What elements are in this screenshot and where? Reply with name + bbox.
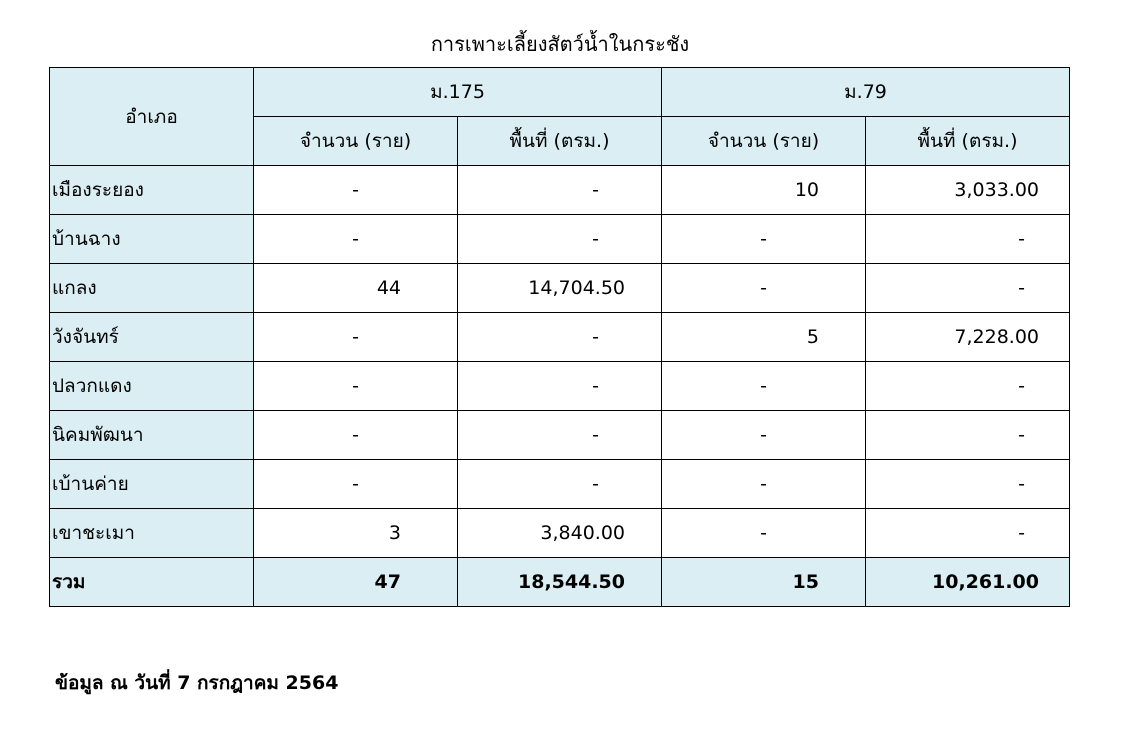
cell-count-m79: - xyxy=(662,509,866,558)
sub-header-count-m175: จำนวน (ราย) xyxy=(254,117,458,166)
cell-count-m175: - xyxy=(254,362,458,411)
sub-header-area-m175: พื้นที่ (ตรม.) xyxy=(458,117,662,166)
cell-count-m175: 47 xyxy=(254,558,458,607)
cell-count-m79: - xyxy=(662,362,866,411)
cell-count-m79: - xyxy=(662,460,866,509)
sub-header-count-m79: จำนวน (ราย) xyxy=(662,117,866,166)
table-row xyxy=(50,509,1070,558)
table-row xyxy=(50,460,1070,509)
district-name: เขาชะเมา xyxy=(50,509,254,558)
cell-area-m79: - xyxy=(866,264,1070,313)
cell-area-m175: - xyxy=(458,362,662,411)
cell-count-m79: 10 xyxy=(662,166,866,215)
cell-count-m175: - xyxy=(254,313,458,362)
cell-area-m175: - xyxy=(458,313,662,362)
cell-count-m175: - xyxy=(254,215,458,264)
cell-area-m79: 7,228.00 xyxy=(866,313,1070,362)
cell-area-m175: 3,840.00 xyxy=(458,509,662,558)
cell-area-m175: - xyxy=(458,411,662,460)
aquaculture-cage-table xyxy=(49,67,1070,607)
cell-count-m79: 5 xyxy=(662,313,866,362)
cell-area-m79: - xyxy=(866,362,1070,411)
group-header-m79: ม.79 xyxy=(662,68,1070,117)
cell-area-m79: - xyxy=(866,460,1070,509)
table-row xyxy=(50,264,1070,313)
cell-area-m175: - xyxy=(458,460,662,509)
district-name: เบ้านค่าย xyxy=(50,460,254,509)
table-row xyxy=(50,411,1070,460)
district-name: วังจันทร์ xyxy=(50,313,254,362)
group-header-m175: ม.175 xyxy=(254,68,662,117)
cell-count-m79: - xyxy=(662,215,866,264)
district-name: ปลวกแดง xyxy=(50,362,254,411)
cell-count-m175: 44 xyxy=(254,264,458,313)
table-row xyxy=(50,313,1070,362)
total-label: รวม xyxy=(50,558,254,607)
cell-area-m79: - xyxy=(866,215,1070,264)
cell-area-m175: - xyxy=(458,215,662,264)
district-name: บ้านฉาง xyxy=(50,215,254,264)
table-row xyxy=(50,362,1070,411)
cell-count-m175: - xyxy=(254,411,458,460)
cell-area-m175: 14,704.50 xyxy=(458,264,662,313)
cell-area-m79: - xyxy=(866,509,1070,558)
table-row xyxy=(50,166,1070,215)
header-row-1 xyxy=(50,68,1070,117)
cell-count-m175: - xyxy=(254,460,458,509)
cell-count-m79: - xyxy=(662,411,866,460)
district-name: แกลง xyxy=(50,264,254,313)
total-row xyxy=(50,558,1070,607)
cell-area-m79: 3,033.00 xyxy=(866,166,1070,215)
data-date-footnote: ข้อมูล ณ วันที่ 7 กรกฎาคม 2564 xyxy=(55,672,339,694)
cell-area-m175: - xyxy=(458,166,662,215)
cell-area-m79: - xyxy=(866,411,1070,460)
table-body xyxy=(50,166,1070,607)
cell-area-m175: 18,544.50 xyxy=(458,558,662,607)
sub-header-area-m79: พื้นที่ (ตรม.) xyxy=(866,117,1070,166)
cell-count-m175: 3 xyxy=(254,509,458,558)
district-name: นิคมพัฒนา xyxy=(50,411,254,460)
district-name: เมืองระยอง xyxy=(50,166,254,215)
table-row xyxy=(50,215,1070,264)
cell-area-m79: 10,261.00 xyxy=(866,558,1070,607)
cell-count-m79: - xyxy=(662,264,866,313)
cell-count-m175: - xyxy=(254,166,458,215)
district-header: อำเภอ xyxy=(50,68,254,166)
cell-count-m79: 15 xyxy=(662,558,866,607)
table-title: การเพาะเลี้ยงสัตว์น้ำในกระชัง xyxy=(430,32,690,56)
